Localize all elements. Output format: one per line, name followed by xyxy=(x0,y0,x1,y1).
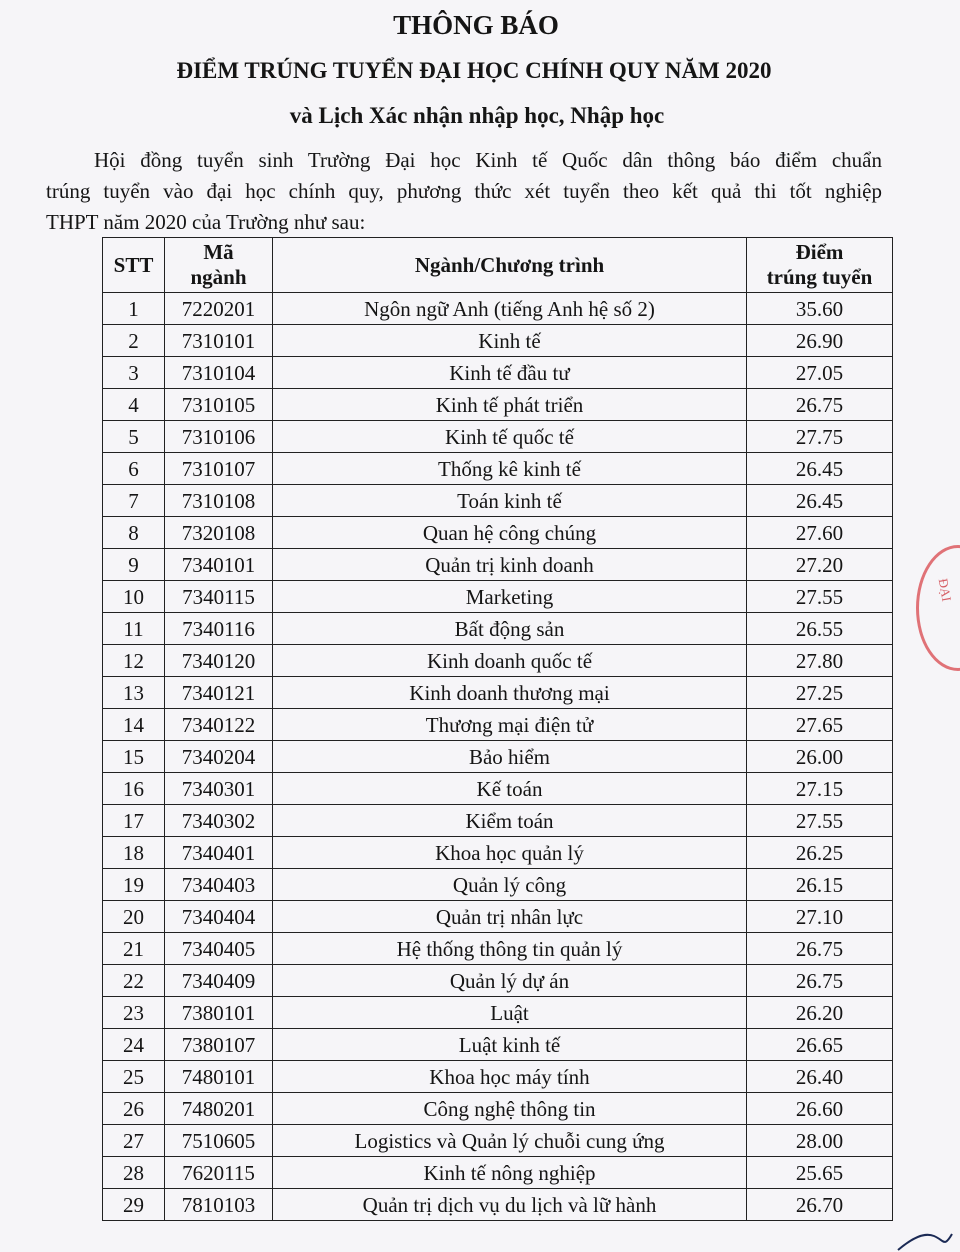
row-program: Quản lý công xyxy=(273,869,747,901)
row-code: 7340120 xyxy=(165,645,273,677)
row-code: 7380107 xyxy=(165,1029,273,1061)
row-stt: 14 xyxy=(103,709,165,741)
row-score: 25.65 xyxy=(747,1157,893,1189)
header-score xyxy=(747,238,893,293)
header-code-line1: Mã xyxy=(203,240,234,264)
table-row xyxy=(103,613,893,645)
row-stt: 7 xyxy=(103,485,165,517)
row-score: 27.80 xyxy=(747,645,893,677)
row-stt: 6 xyxy=(103,453,165,485)
row-score: 26.45 xyxy=(747,485,893,517)
row-score: 27.05 xyxy=(747,357,893,389)
row-score: 26.90 xyxy=(747,325,893,357)
row-program: Kinh tế phát triển xyxy=(273,389,747,421)
row-program: Thương mại điện tử xyxy=(273,709,747,741)
header-score-line2: trúng tuyển xyxy=(766,265,873,289)
row-score: 27.55 xyxy=(747,581,893,613)
row-stt: 18 xyxy=(103,837,165,869)
table-row xyxy=(103,869,893,901)
row-stt: 12 xyxy=(103,645,165,677)
row-score: 26.45 xyxy=(747,453,893,485)
row-program: Quản trị kinh doanh xyxy=(273,549,747,581)
row-stt: 28 xyxy=(103,1157,165,1189)
table-row xyxy=(103,677,893,709)
row-stt: 24 xyxy=(103,1029,165,1061)
row-stt: 25 xyxy=(103,1061,165,1093)
row-code: 7340302 xyxy=(165,805,273,837)
stamp-text: ĐẠI xyxy=(935,577,955,603)
intro-paragraph xyxy=(46,145,882,238)
intro-line-1: Hội đồng tuyển sinh Trường Đại học Kinh tế Quốc dân thông báo điểm chuẩn xyxy=(94,148,882,172)
header-code-line2: ngành xyxy=(190,265,247,289)
table-row xyxy=(103,901,893,933)
row-code: 7620115 xyxy=(165,1157,273,1189)
row-stt: 4 xyxy=(103,389,165,421)
table-row xyxy=(103,837,893,869)
row-program: Khoa học máy tính xyxy=(273,1061,747,1093)
row-program: Quản trị nhân lực xyxy=(273,901,747,933)
header-stt: STT xyxy=(103,238,165,293)
row-stt: 13 xyxy=(103,677,165,709)
table-row xyxy=(103,645,893,677)
row-code: 7380101 xyxy=(165,997,273,1029)
row-program: Kế toán xyxy=(273,773,747,805)
table-row xyxy=(103,773,893,805)
row-score: 28.00 xyxy=(747,1125,893,1157)
row-code: 7310104 xyxy=(165,357,273,389)
document-subtitle: ĐIỂM TRÚNG TUYỂN ĐẠI HỌC CHÍNH QUY NĂM 2020 xyxy=(176,58,772,83)
table-row xyxy=(103,453,893,485)
row-score: 26.20 xyxy=(747,997,893,1029)
table-row xyxy=(103,517,893,549)
table-row xyxy=(103,709,893,741)
signature-mark xyxy=(894,1228,954,1252)
intro-line-3: THPT năm 2020 của Trường như sau: xyxy=(46,210,366,234)
table-row xyxy=(103,421,893,453)
row-program: Kinh tế đầu tư xyxy=(273,357,747,389)
row-stt: 29 xyxy=(103,1189,165,1221)
row-score: 26.70 xyxy=(747,1189,893,1221)
row-score: 27.55 xyxy=(747,805,893,837)
table-header-row xyxy=(103,238,893,293)
table-row xyxy=(103,997,893,1029)
table-row xyxy=(103,741,893,773)
row-stt: 16 xyxy=(103,773,165,805)
table-row xyxy=(103,965,893,997)
row-program: Kinh tế nông nghiệp xyxy=(273,1157,747,1189)
table-row xyxy=(103,485,893,517)
row-code: 7340122 xyxy=(165,709,273,741)
row-score: 26.60 xyxy=(747,1093,893,1125)
table-row xyxy=(103,549,893,581)
header-code xyxy=(165,238,273,293)
row-stt: 2 xyxy=(103,325,165,357)
row-stt: 27 xyxy=(103,1125,165,1157)
row-code: 7310105 xyxy=(165,389,273,421)
document-title: THÔNG BÁO xyxy=(393,10,559,40)
row-program: Khoa học quản lý xyxy=(273,837,747,869)
row-program: Luật kinh tế xyxy=(273,1029,747,1061)
row-program: Kinh tế quốc tế xyxy=(273,421,747,453)
row-score: 26.00 xyxy=(747,741,893,773)
row-program: Thống kê kinh tế xyxy=(273,453,747,485)
table-row xyxy=(103,1061,893,1093)
table-row xyxy=(103,933,893,965)
row-score: 26.65 xyxy=(747,1029,893,1061)
row-score: 27.75 xyxy=(747,421,893,453)
header-program: Ngành/Chương trình xyxy=(273,238,747,293)
row-code: 7480101 xyxy=(165,1061,273,1093)
row-stt: 1 xyxy=(103,293,165,325)
row-code: 7340121 xyxy=(165,677,273,709)
row-code: 7340405 xyxy=(165,933,273,965)
row-stt: 3 xyxy=(103,357,165,389)
row-stt: 19 xyxy=(103,869,165,901)
row-code: 7310106 xyxy=(165,421,273,453)
row-code: 7340404 xyxy=(165,901,273,933)
table-body xyxy=(103,293,893,1221)
row-program: Quan hệ công chúng xyxy=(273,517,747,549)
table-row xyxy=(103,389,893,421)
row-code: 7340301 xyxy=(165,773,273,805)
row-score: 27.10 xyxy=(747,901,893,933)
row-score: 26.40 xyxy=(747,1061,893,1093)
table-row xyxy=(103,581,893,613)
table-row xyxy=(103,1093,893,1125)
row-program: Công nghệ thông tin xyxy=(273,1093,747,1125)
row-code: 7340409 xyxy=(165,965,273,997)
row-score: 27.60 xyxy=(747,517,893,549)
row-program: Kinh tế xyxy=(273,325,747,357)
row-code: 7810103 xyxy=(165,1189,273,1221)
row-program: Ngôn ngữ Anh (tiếng Anh hệ số 2) xyxy=(273,293,747,325)
row-score: 27.15 xyxy=(747,773,893,805)
row-program: Quản trị dịch vụ du lịch và lữ hành xyxy=(273,1189,747,1221)
row-code: 7310107 xyxy=(165,453,273,485)
document-subtitle-schedule: và Lịch Xác nhận nhập học, Nhập học xyxy=(289,103,665,128)
row-stt: 17 xyxy=(103,805,165,837)
row-score: 26.15 xyxy=(747,869,893,901)
row-program: Kinh doanh quốc tế xyxy=(273,645,747,677)
row-stt: 5 xyxy=(103,421,165,453)
row-program: Bảo hiểm xyxy=(273,741,747,773)
header-score-line1: Điểm xyxy=(795,240,844,264)
admission-scores-table xyxy=(102,237,893,1221)
row-code: 7340101 xyxy=(165,549,273,581)
row-program: Quản lý dự án xyxy=(273,965,747,997)
row-program: Marketing xyxy=(273,581,747,613)
table-row xyxy=(103,805,893,837)
row-score: 27.20 xyxy=(747,549,893,581)
row-code: 7340403 xyxy=(165,869,273,901)
row-code: 7510605 xyxy=(165,1125,273,1157)
row-stt: 26 xyxy=(103,1093,165,1125)
table-row xyxy=(103,1029,893,1061)
row-score: 26.55 xyxy=(747,613,893,645)
row-code: 7220201 xyxy=(165,293,273,325)
row-code: 7320108 xyxy=(165,517,273,549)
table-row xyxy=(103,325,893,357)
row-code: 7310101 xyxy=(165,325,273,357)
row-score: 27.65 xyxy=(747,709,893,741)
row-code: 7310108 xyxy=(165,485,273,517)
row-program: Bất động sản xyxy=(273,613,747,645)
row-code: 7340204 xyxy=(165,741,273,773)
row-code: 7340116 xyxy=(165,613,273,645)
row-stt: 21 xyxy=(103,933,165,965)
table-row xyxy=(103,1157,893,1189)
table-row xyxy=(103,357,893,389)
row-stt: 20 xyxy=(103,901,165,933)
row-program: Kinh doanh thương mại xyxy=(273,677,747,709)
row-program: Logistics và Quản lý chuỗi cung ứng xyxy=(273,1125,747,1157)
row-score: 26.75 xyxy=(747,389,893,421)
row-code: 7480201 xyxy=(165,1093,273,1125)
row-program: Toán kinh tế xyxy=(273,485,747,517)
row-stt: 8 xyxy=(103,517,165,549)
row-score: 35.60 xyxy=(747,293,893,325)
row-score: 26.25 xyxy=(747,837,893,869)
row-program: Luật xyxy=(273,997,747,1029)
row-program: Kiểm toán xyxy=(273,805,747,837)
table-row xyxy=(103,1189,893,1221)
row-program: Hệ thống thông tin quản lý xyxy=(273,933,747,965)
row-code: 7340401 xyxy=(165,837,273,869)
intro-line-2: trúng tuyển vào đại học chính quy, phương thức xét tuyển theo kết quả thi tốt nghiệp xyxy=(46,179,882,203)
official-stamp xyxy=(916,545,960,671)
row-stt: 9 xyxy=(103,549,165,581)
row-score: 27.25 xyxy=(747,677,893,709)
row-code: 7340115 xyxy=(165,581,273,613)
row-stt: 23 xyxy=(103,997,165,1029)
table-row xyxy=(103,1125,893,1157)
row-stt: 11 xyxy=(103,613,165,645)
row-score: 26.75 xyxy=(747,933,893,965)
row-stt: 15 xyxy=(103,741,165,773)
row-stt: 10 xyxy=(103,581,165,613)
row-score: 26.75 xyxy=(747,965,893,997)
row-stt: 22 xyxy=(103,965,165,997)
table-row xyxy=(103,293,893,325)
